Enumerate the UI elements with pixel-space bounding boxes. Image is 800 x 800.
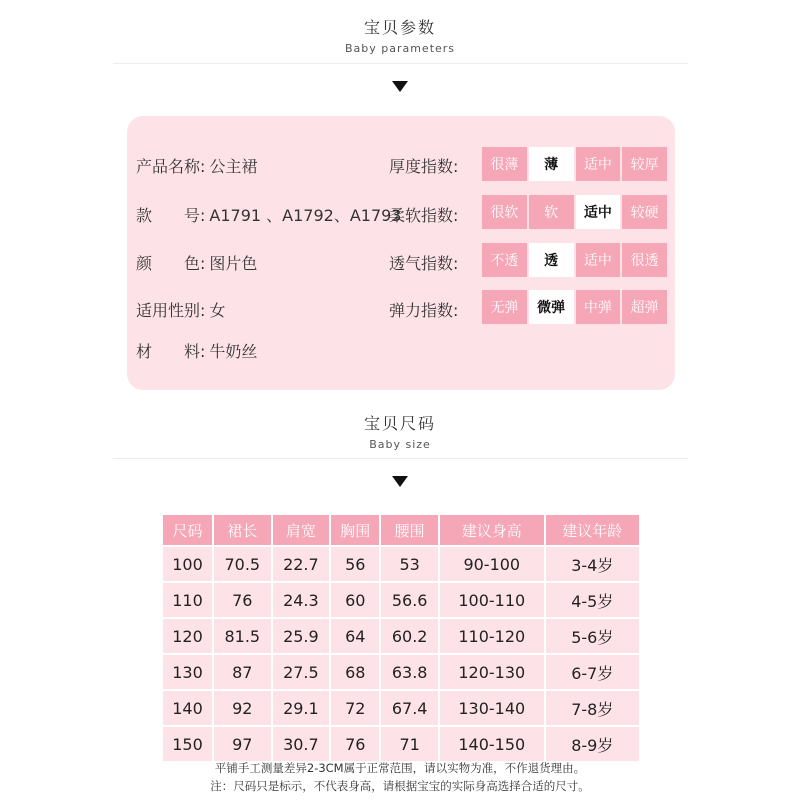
table-cell: 56 [331,547,379,581]
elasticity-index-label: 弹力指数: [389,301,459,320]
param-value: 图片色 [209,254,258,273]
table-cell: 7-8岁 [546,691,639,725]
scale-option: 较硬 [622,195,667,229]
table-row [163,691,639,725]
table-cell: 6-7岁 [546,655,639,689]
param-label: 款 号: [136,206,206,225]
params-title-en: Baby parameters [344,42,456,55]
table-cell: 76 [331,727,379,761]
scale-option: 很软 [482,195,527,229]
table-cell: 3-4岁 [546,547,639,581]
table-cell: 87 [214,655,271,689]
softness-index-label: 柔软指数: [389,206,459,225]
table-cell: 71 [381,727,438,761]
param-label: 材 料: [136,342,206,361]
table-cell: 27.5 [273,655,330,689]
column-header: 建议年龄 [546,515,639,545]
scale-option-selected: 微弹 [529,290,574,324]
table-cell: 4-5岁 [546,583,639,617]
param-label: 适用性别: [136,301,206,320]
note-line: 平铺手工测量差异2-3CM属于正常范围，请以实物为准，不作退货理由。 [214,761,586,775]
table-cell: 92 [214,691,271,725]
scale-option: 中弹 [576,290,621,324]
table-cell: 140 [163,691,212,725]
note-line: 注：尺码只是标示，不代表身高，请根据宝宝的实际身高选择合适的尺寸。 [210,779,590,793]
size-section-header [0,411,800,451]
thickness-scale [482,147,667,181]
breathability-scale [482,243,667,277]
thickness-index-label: 厚度指数: [389,157,459,176]
table-cell: 140-150 [440,727,544,761]
table-cell: 120 [163,619,212,653]
param-value: 女 [209,301,226,320]
scale-option: 适中 [576,147,621,181]
table-cell: 68 [331,655,379,689]
divider [113,63,688,64]
size-table [161,513,641,763]
scale-option: 较厚 [622,147,667,181]
table-cell: 81.5 [214,619,271,653]
scale-option: 不透 [482,243,527,277]
softness-scale [482,195,667,229]
table-row [163,619,639,653]
table-cell: 76 [214,583,271,617]
scale-option: 软 [529,195,574,229]
table-row [163,547,639,581]
notes [0,759,800,795]
breathability-index-label: 透气指数: [389,254,459,273]
table-cell: 30.7 [273,727,330,761]
param-label: 颜 色: [136,254,206,273]
table-cell: 130 [163,655,212,689]
param-material [136,339,257,362]
param-gender [136,298,225,321]
size-title-en: Baby size [369,438,431,451]
scale-option: 超弹 [622,290,667,324]
params-title-cn: 宝贝参数 [363,18,436,37]
column-header: 裙长 [214,515,271,545]
table-cell: 60.2 [381,619,438,653]
scale-option-selected: 透 [529,243,574,277]
column-header: 尺码 [163,515,212,545]
table-cell: 72 [331,691,379,725]
table-row [163,583,639,617]
table-cell: 130-140 [440,691,544,725]
param-value: 牛奶丝 [209,342,258,361]
table-cell: 60 [331,583,379,617]
column-header: 胸围 [331,515,379,545]
elasticity-scale [482,290,667,324]
scale-option-selected: 适中 [576,195,621,229]
table-header-row [163,515,639,545]
param-label: 产品名称: [136,157,206,176]
table-cell: 110-120 [440,619,544,653]
table-cell: 64 [331,619,379,653]
table-cell: 22.7 [273,547,330,581]
table-cell: 5-6岁 [546,619,639,653]
table-cell: 67.4 [381,691,438,725]
scale-option: 无弹 [482,290,527,324]
table-cell: 110 [163,583,212,617]
params-section-header [0,15,800,55]
table-cell: 100 [163,547,212,581]
param-value: A1791 、A1792、A1793 [209,206,402,225]
divider [113,458,688,459]
param-color [136,251,257,274]
param-style-number [136,203,402,226]
table-cell: 8-9岁 [546,727,639,761]
table-cell: 25.9 [273,619,330,653]
table-row [163,727,639,761]
table-cell: 100-110 [440,583,544,617]
down-arrow-icon [392,81,408,92]
size-title-cn: 宝贝尺码 [363,414,436,433]
param-value: 公主裙 [209,157,258,176]
column-header: 建议身高 [440,515,544,545]
column-header: 腰围 [381,515,438,545]
scale-option: 很透 [622,243,667,277]
table-cell: 70.5 [214,547,271,581]
scale-option: 适中 [576,243,621,277]
table-cell: 53 [381,547,438,581]
table-cell: 24.3 [273,583,330,617]
table-cell: 150 [163,727,212,761]
scale-option-selected: 薄 [529,147,574,181]
table-cell: 29.1 [273,691,330,725]
down-arrow-icon [392,476,408,487]
table-cell: 120-130 [440,655,544,689]
table-cell: 56.6 [381,583,438,617]
table-cell: 90-100 [440,547,544,581]
param-product-name [136,154,257,177]
column-header: 肩宽 [273,515,330,545]
table-cell: 97 [214,727,271,761]
scale-option: 很薄 [482,147,527,181]
table-row [163,655,639,689]
table-cell: 63.8 [381,655,438,689]
